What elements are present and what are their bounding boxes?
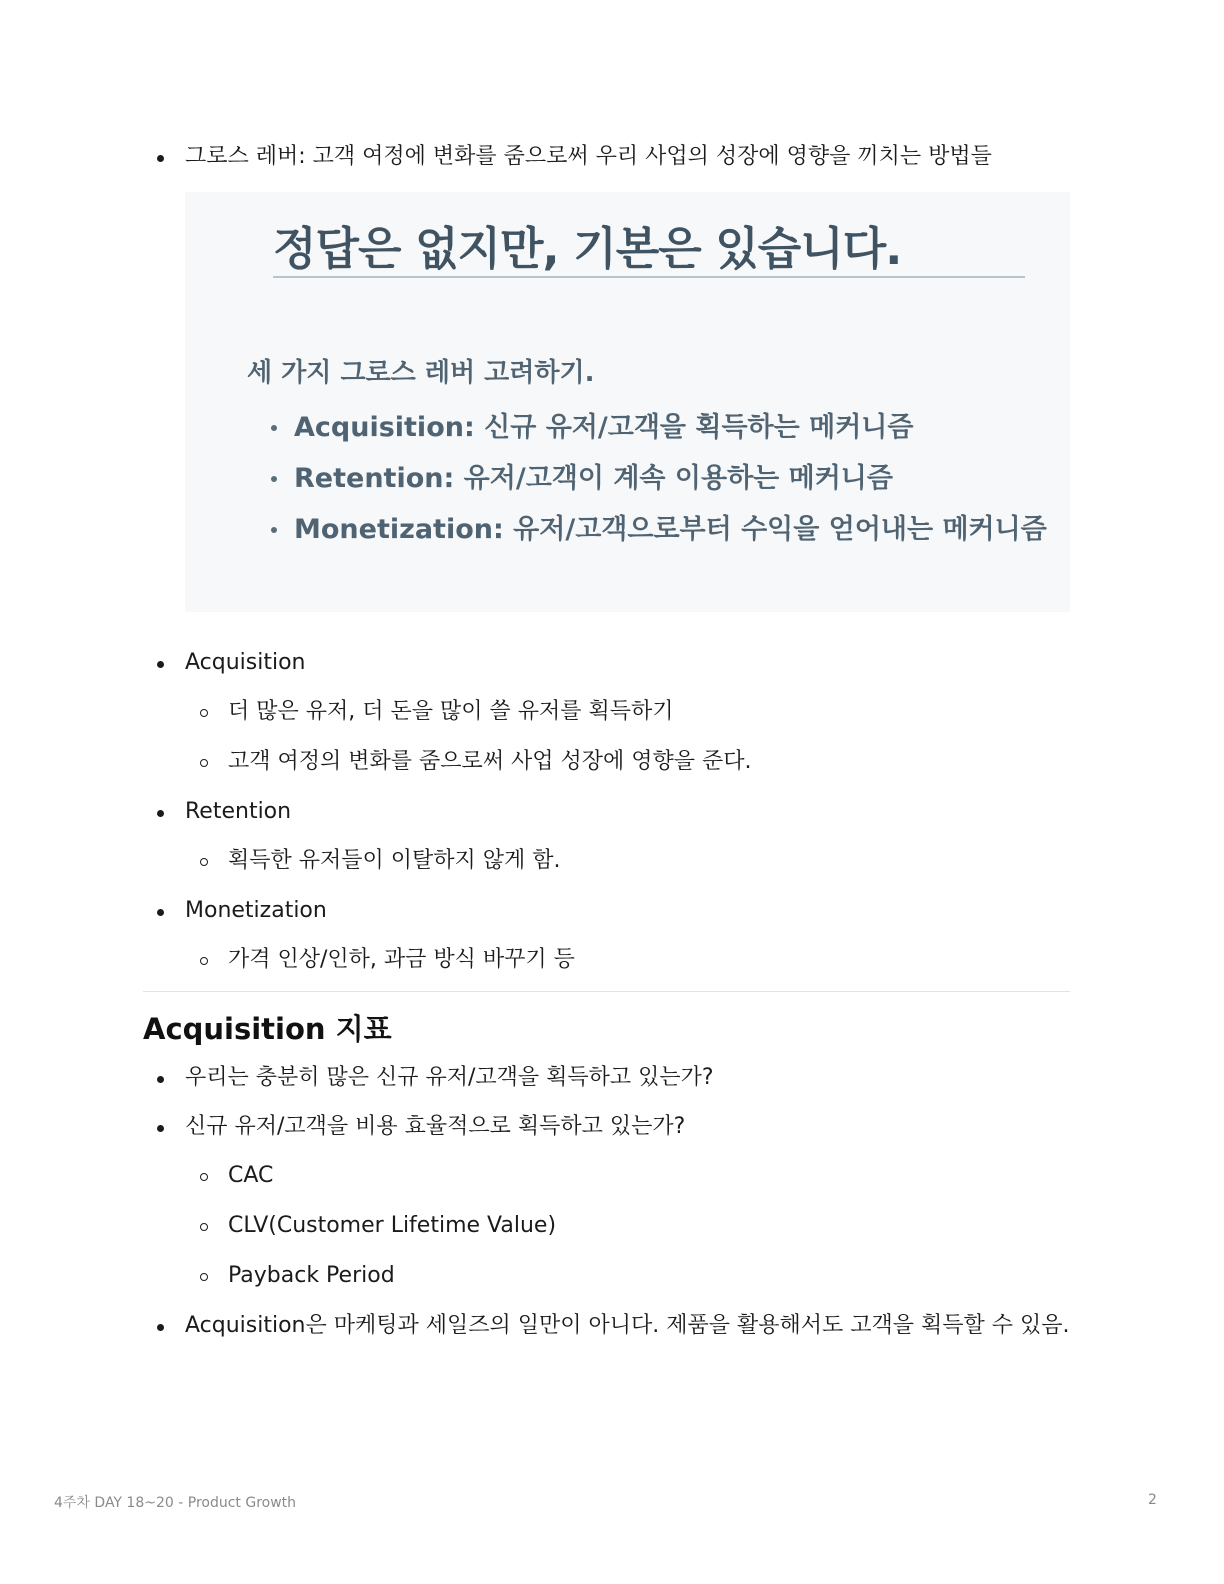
lever-sub-item: 가격 인상/인하, 과금 방식 바꾸기 등 [143, 943, 1070, 977]
bullet-dot [157, 909, 164, 916]
bullet-ring [200, 759, 208, 767]
bullet-ring [200, 1223, 208, 1231]
figure-item: Retention: 유저/고객이 계속 이용하는 메커니즘 [269, 453, 1047, 504]
intro-text: 그로스 레버: 고객 여정에 변화를 줌으로써 우리 사업의 성장에 영향을 끼치는 방법들 [185, 144, 992, 169]
bullet-dot [271, 425, 277, 431]
bullet-dot [157, 1076, 164, 1083]
bullet-dot [157, 1324, 164, 1331]
lever-list [143, 646, 1070, 977]
metric-item-clv: CLV(Customer Lifetime Value) [143, 1209, 1070, 1243]
footer-title: 4주차 DAY 18~20 - Product Growth [54, 1495, 297, 1511]
lever-sub-item: 고객 여정의 변화를 줌으로써 사업 성장에 영향을 준다. [143, 745, 1070, 779]
bullet-dot [157, 661, 164, 668]
metric-item-cac: CAC [143, 1159, 1070, 1193]
bullet-ring [200, 1273, 208, 1281]
figure-item: Acquisition: 신규 유저/고객을 획득하는 메커니즘 [269, 402, 1047, 453]
section-divider [143, 991, 1070, 992]
bullet-ring [200, 1173, 208, 1181]
bullet-dot [271, 527, 277, 533]
bullet-ring [200, 709, 208, 717]
bullet-dot [157, 155, 164, 162]
acquisition-metrics-list [143, 1061, 1070, 1343]
lever-retention: Retention [143, 795, 1070, 829]
figure-list [269, 402, 1047, 555]
question-item: Acquisition은 마케팅과 세일즈의 일만이 아니다. 제품을 활용해서도 고객을 획득할 수 있음. [143, 1309, 1070, 1343]
intro-item [143, 140, 1070, 174]
question-item: 신규 유저/고객을 비용 효율적으로 획득하고 있는가? [143, 1110, 1070, 1144]
growth-lever-figure [185, 192, 1070, 612]
question-item: 우리는 충분히 많은 신규 유저/고객을 획득하고 있는가? [143, 1061, 1070, 1095]
lever-sub-item: 획득한 유저들이 이탈하지 않게 함. [143, 844, 1070, 878]
intro-list [143, 140, 1070, 174]
figure-subtitle: 세 가지 그로스 레버 고려하기. [247, 358, 595, 388]
figure-title: 정답은 없지만, 기본은 있습니다. [273, 222, 902, 275]
bullet-dot [271, 476, 277, 482]
section-heading: Acquisition 지표 [143, 1012, 392, 1046]
lever-sub-item: 더 많은 유저, 더 돈을 많이 쓸 유저를 획득하기 [143, 695, 1070, 729]
bullet-dot [157, 1125, 164, 1132]
bullet-ring [200, 858, 208, 866]
lever-acquisition: Acquisition [143, 646, 1070, 680]
page-content [143, 140, 1070, 1358]
metric-item-payback: Payback Period [143, 1259, 1070, 1293]
figure-title-rule [273, 276, 1025, 278]
lever-monetization: Monetization [143, 894, 1070, 928]
bullet-ring [200, 957, 208, 965]
page-number: 2 [1148, 1492, 1157, 1508]
bullet-dot [157, 810, 164, 817]
figure-item: Monetization: 유저/고객으로부터 수익을 얻어내는 메커니즘 [269, 504, 1047, 555]
